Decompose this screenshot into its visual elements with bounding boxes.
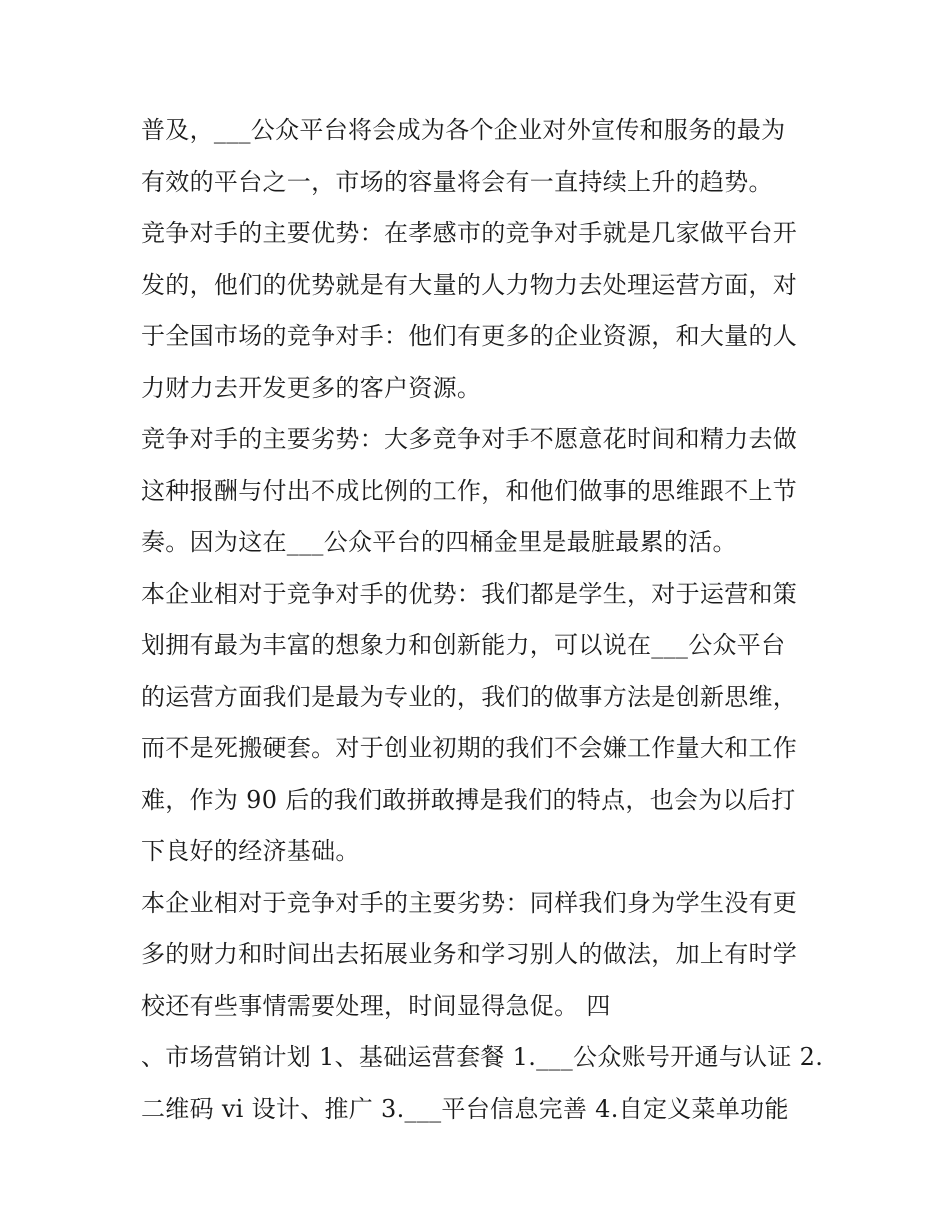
text-line: 多的财力和时间出去拓展业务和学习别人的做法，加上有时学	[141, 940, 798, 968]
text-line: 力财力去开发更多的客户资源。	[141, 373, 482, 402]
text-line: 本企业相对于竞争对手的主要劣势：同样我们身为学生没有更	[141, 888, 798, 917]
text-line: 这种报酬与付出不成比例的工作，和他们做事的思维跟不上节	[141, 476, 798, 505]
text-line: 竞争对手的主要劣势：大多竞争对手不愿意花时间和精力去做	[141, 425, 798, 453]
text-line: 下良好的经济基础。	[141, 837, 360, 865]
text-line: 而不是死搬硬套。对于创业初期的我们不会嫌工作量大和工作	[141, 734, 798, 762]
text-line: 二维码 vi 设计、推广 3.___平台信息完善 4.自定义菜单功能	[141, 1094, 789, 1123]
text-line: 有效的平台之一，市场的容量将会有一直持续上升的趋势。	[141, 167, 773, 196]
text-line: 于全国市场的竞争对手：他们有更多的企业资源，和大量的人	[141, 322, 798, 350]
body-text	[141, 105, 824, 1135]
text-line: 难，作为 90 后的我们敢拼敢搏是我们的特点，也会为以后打	[141, 785, 796, 814]
text-line: 本企业相对于竞争对手的优势：我们都是学生，对于运营和策	[141, 579, 798, 608]
text-line: 的运营方面我们是最为专业的，我们的做事方法是创新思维，	[141, 682, 798, 711]
text-line: 校还有些事情需要处理，时间显得急促。 四	[141, 991, 611, 1020]
text-line: 划拥有最为丰富的想象力和创新能力，可以说在___公众平台	[141, 631, 786, 659]
text-line: 发的，他们的优势就是有大量的人力物力去处理运营方面，对	[141, 270, 798, 299]
text-line: 、市场营销计划 1、基础运营套餐 1.___公众账号开通与认证 2.	[141, 1043, 824, 1071]
text-line: 普及，___公众平台将会成为各个企业对外宣传和服务的最为	[141, 116, 786, 144]
text-line: 竞争对手的主要优势：在孝感市的竞争对手就是几家做平台开	[141, 219, 798, 247]
text-line: 奏。因为这在___公众平台的四桶金里是最脏最累的活。	[141, 528, 737, 556]
